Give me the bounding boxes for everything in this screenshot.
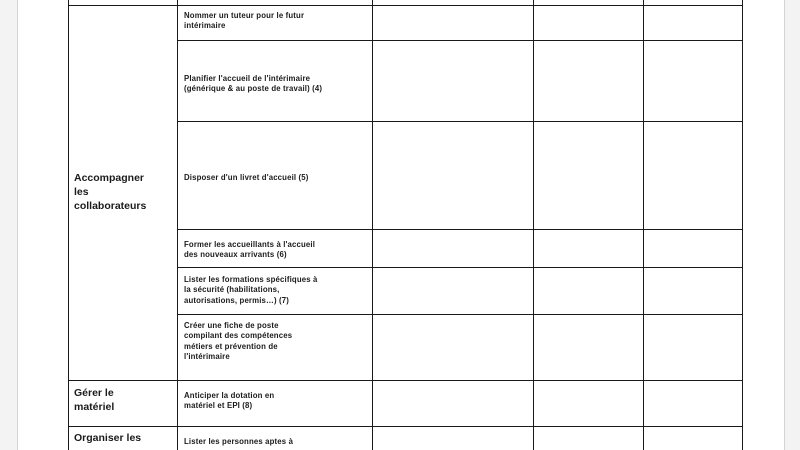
action-dotation-materiel: Anticiper la dotation en matériel et EPI (8) (184, 391, 275, 411)
column-divider-1 (177, 0, 178, 450)
column-divider-2 (372, 0, 373, 450)
column-divider-3 (533, 0, 534, 450)
action-lister-personnes: Lister les personnes aptes à (184, 437, 294, 446)
action-planifier-accueil: Planifier l'accueil de l'intérimaire (générique & au poste de travail) (4) (184, 74, 323, 94)
row-divider (68, 426, 743, 427)
row-divider (177, 121, 743, 122)
column-divider-4 (643, 0, 644, 450)
table-border-right (742, 0, 743, 450)
row-divider (68, 380, 743, 381)
row-divider (68, 5, 743, 6)
row-divider (177, 40, 743, 41)
action-lister-formations: Lister les formations spécifiques à la sécurité (habilitations, autorisations, permis…) (7) (184, 275, 318, 305)
row-divider (177, 267, 743, 268)
action-fiche-poste: Créer une fiche de poste compilant des compétences métiers et prévention de l'intérimaire (184, 321, 293, 361)
action-nommer-tuteur: Nommer un tuteur pour le futur intérimaire (184, 11, 305, 31)
row-divider (177, 229, 743, 230)
group-label-accompagner: Accompagner les collaborateurs (74, 172, 147, 212)
group-label-organiser: Organiser les (74, 432, 142, 444)
group-label-gerer-materiel: Gérer le matériel (74, 387, 115, 413)
action-livret-accueil: Disposer d'un livret d'accueil (5) (184, 173, 309, 182)
action-former-accueillants: Former les accueillants à l'accueil des nouveaux arrivants (6) (184, 240, 316, 260)
table-border-left (68, 0, 69, 450)
row-divider (177, 314, 743, 315)
